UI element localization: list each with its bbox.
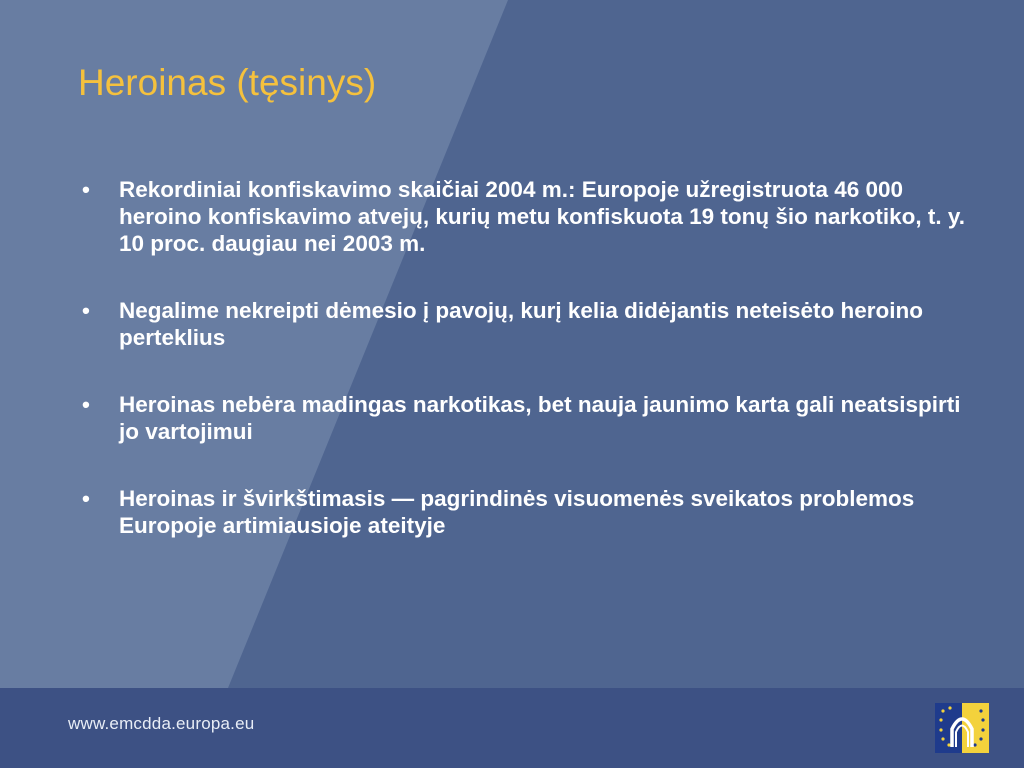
bullet-item	[78, 176, 978, 257]
bullet-text: Rekordiniai konfiskavimo skaičiai 2004 m.: Europoje užregistruota 46 000 heroino konfiskavimo atvejų, kurių metu konfiskuota 19 tonų šio narkotiko, t. y. 10 proc. daugiau nei 2003 m.	[119, 177, 965, 256]
bullet-marker: •	[82, 298, 90, 323]
bullet-text: Heroinas nebėra madingas narkotikas, bet nauja jaunimo karta gali neatsispirti jo vartojimui	[119, 392, 961, 444]
bullet-list	[78, 176, 978, 579]
footer-url: www.emcdda.europa.eu	[68, 714, 255, 733]
bullet-marker: •	[82, 392, 90, 417]
slide-title: Heroinas (tęsinys)	[78, 62, 377, 103]
bullet-item	[78, 391, 978, 445]
bullet-marker: •	[82, 486, 90, 511]
bullet-marker: •	[82, 177, 90, 202]
bullet-text: Negalime nekreipti dėmesio į pavojų, kurį kelia didėjantis neteisėto heroino perteklius	[119, 298, 923, 350]
emcdda-logo-icon	[935, 703, 989, 753]
footer-bar	[0, 688, 1024, 768]
bullet-item	[78, 297, 978, 351]
bullet-text: Heroinas ir švirkštimasis — pagrindinės visuomenės sveikatos problemos Europoje artimiausioje ateityje	[119, 486, 915, 538]
bullet-item	[78, 485, 978, 539]
